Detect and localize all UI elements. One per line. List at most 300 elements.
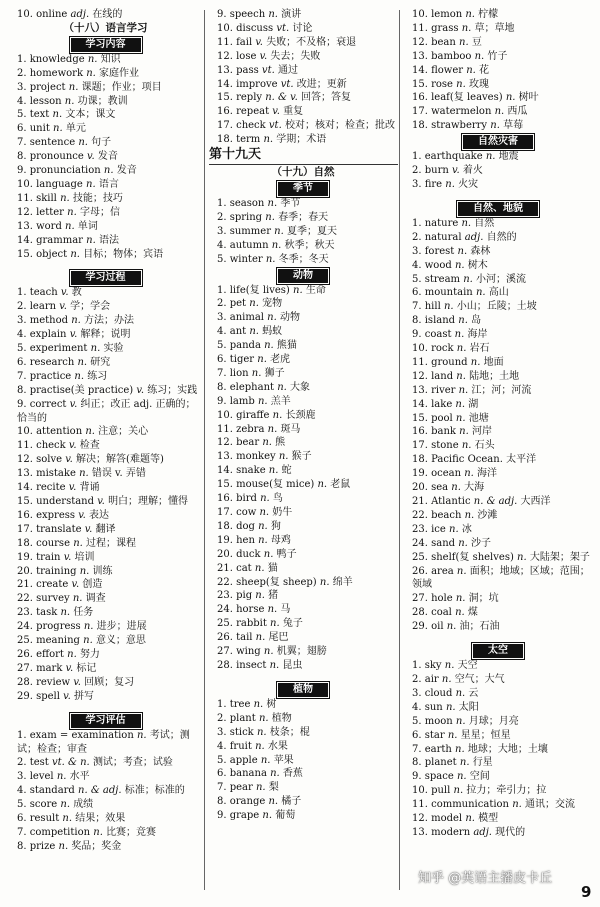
vocab-entry	[403, 259, 593, 273]
entry-meaning: 重复	[283, 106, 304, 118]
entry-number: 26.	[217, 632, 233, 644]
part-of-speech: n.	[74, 370, 85, 382]
part-of-speech: n.	[464, 509, 475, 521]
vocab-entry	[8, 812, 203, 826]
entry-number: 17.	[412, 106, 428, 118]
entry-meaning: 秋季；秋天	[284, 239, 335, 251]
entry-meaning: 结果；效果	[75, 813, 126, 825]
entry-meaning: 着火	[462, 165, 483, 177]
entry-meaning: 单元	[65, 123, 86, 135]
entry-number: 12.	[217, 50, 233, 62]
vocab-entry	[8, 67, 203, 81]
entry-number: 4.	[17, 95, 27, 107]
entry-meaning: 测试；考查；试验	[92, 757, 173, 769]
part-of-speech: n.	[505, 92, 516, 104]
part-of-speech: n.	[453, 785, 464, 797]
column-middle	[208, 8, 398, 823]
entry-number: 3.	[217, 726, 227, 738]
entry-word: river	[431, 384, 456, 396]
entry-meaning: 草莓	[503, 120, 524, 132]
vocab-entry	[208, 478, 398, 492]
vocab-entry	[208, 645, 398, 659]
entry-number: 5.	[217, 253, 227, 265]
part-of-speech: n.	[78, 137, 88, 149]
entry-word: lake	[431, 398, 453, 410]
entry-word: rose	[431, 78, 453, 90]
part-of-speech: n.	[263, 548, 274, 560]
entry-meaning: 错误 v. 弄错	[91, 468, 146, 480]
entry-number: 11.	[217, 36, 233, 48]
part-of-speech: n.	[259, 507, 270, 518]
entry-word: beach	[431, 509, 462, 521]
part-of-speech: v.	[136, 384, 145, 396]
entry-number: 15.	[17, 248, 33, 260]
entry-number: 10.	[412, 9, 428, 20]
vocab-entry	[208, 64, 398, 78]
entry-number: 9.	[17, 398, 27, 410]
vocab-entry	[208, 339, 398, 353]
entry-meaning: 鸭子	[276, 548, 297, 560]
entry-number: 1.	[412, 660, 422, 672]
vocab-entry	[8, 81, 203, 95]
vocab-entry	[208, 409, 398, 423]
entry-word: task	[36, 607, 58, 619]
section-banner-label: 动物	[278, 269, 328, 283]
entry-number: 13.	[17, 468, 33, 480]
entry-number: 2.	[17, 757, 27, 769]
entry-number: 9.	[217, 395, 227, 407]
entry-word: level	[29, 771, 54, 783]
entry-number: 26.	[17, 648, 33, 660]
part-of-speech: v.	[65, 662, 74, 674]
entry-word: tail	[236, 632, 253, 644]
section-banner-label: 季节	[278, 182, 328, 196]
entry-word: shelf(复 shelves)	[431, 551, 514, 563]
vocab-entry	[8, 523, 203, 537]
entry-number: 4.	[217, 239, 227, 251]
entry-number: 21.	[17, 579, 33, 591]
entry-number: 23.	[412, 523, 428, 535]
entry-number: 8.	[17, 384, 27, 396]
vocab-entry	[208, 740, 398, 754]
part-of-speech: n.	[255, 782, 266, 794]
entry-number: 6.	[412, 287, 422, 299]
entry-meaning: 大西洋	[520, 496, 551, 507]
vocab-entry	[403, 729, 593, 743]
entry-number: 5.	[412, 715, 422, 727]
entry-meaning: 马	[280, 604, 291, 616]
entry-number: 27.	[17, 662, 33, 674]
entry-word: online	[36, 9, 68, 20]
entry-meaning: 任务	[73, 607, 94, 619]
entry-word: autumn	[229, 239, 269, 251]
entry-number: 12.	[217, 437, 233, 449]
entry-meaning: 蛇	[281, 465, 292, 477]
column-left	[8, 8, 203, 854]
part-of-speech: n.	[455, 607, 465, 619]
entry-meaning: 拼写	[73, 690, 94, 702]
entry-meaning: 学；学会	[70, 301, 111, 313]
entry-meaning: 方法；办法	[84, 315, 135, 327]
entry-number: 6.	[217, 354, 227, 366]
vocab-entry	[403, 620, 593, 634]
entry-word: air	[424, 673, 439, 685]
vocab-entry	[403, 798, 593, 812]
vocab-entry	[403, 91, 593, 105]
entry-number: 11.	[17, 192, 33, 204]
section-banner	[208, 182, 398, 196]
vocab-entry	[208, 795, 398, 809]
entry-word: train	[36, 551, 61, 563]
entry-number: 5.	[217, 340, 227, 352]
part-of-speech: n.	[257, 354, 267, 366]
vocab-entry	[8, 384, 203, 398]
entry-meaning: 文本；课文	[65, 109, 116, 121]
entry-word: stick	[229, 726, 254, 738]
entry-meaning: 面积；地域；区域；范围；领域	[412, 565, 590, 591]
part-of-speech: n.	[274, 225, 284, 237]
entry-word: create	[36, 579, 69, 591]
entry-word: nature	[424, 217, 459, 229]
part-of-speech: n.	[465, 813, 475, 825]
vocab-entry	[403, 342, 593, 356]
vocab-entry	[8, 234, 203, 248]
entry-number: 12.	[412, 813, 428, 825]
vocab-entry	[403, 812, 593, 826]
vocab-entry	[8, 495, 203, 509]
part-of-speech: n.	[64, 95, 75, 107]
entry-word: bean	[431, 36, 456, 48]
part-of-speech: n.	[441, 673, 452, 685]
part-of-speech: v.	[59, 301, 67, 313]
part-of-speech: n.	[494, 106, 505, 118]
vocab-entry	[8, 578, 203, 592]
entry-word: land	[431, 370, 454, 382]
entry-word: cat	[236, 562, 252, 574]
vocab-entry	[8, 425, 203, 439]
entry-word: pronounce	[29, 151, 84, 163]
vocab-entry	[403, 370, 593, 384]
vocab-entry	[208, 809, 398, 823]
section-banner-label: 植物	[278, 683, 328, 697]
entry-word: attention	[36, 426, 83, 438]
part-of-speech: n.	[458, 315, 468, 327]
section-banner-label: 学习评估	[71, 714, 141, 728]
entry-number: 11.	[412, 799, 428, 811]
part-of-speech: n.	[70, 248, 80, 260]
entry-number: 14.	[412, 64, 428, 76]
entry-meaning: 发音	[97, 151, 118, 163]
entry-number: 4.	[412, 259, 422, 271]
part-of-speech: n.	[249, 326, 259, 338]
entry-number: 5.	[17, 343, 27, 355]
part-of-speech: v.	[69, 329, 78, 341]
entry-meaning: 奖品；奖金	[71, 840, 122, 852]
entry-word: ant	[229, 326, 247, 338]
part-of-speech: vt. & n.	[52, 757, 90, 769]
vocab-entry	[403, 673, 593, 687]
vocab-entry	[208, 119, 398, 133]
entry-word: correct	[29, 398, 67, 410]
vocab-entry	[208, 520, 398, 534]
part-of-speech: n.	[455, 412, 466, 424]
entry-meaning: 语法	[98, 234, 119, 246]
entry-number: 1.	[217, 698, 227, 710]
vocab-entry	[208, 381, 398, 395]
entry-word: improve	[236, 78, 278, 90]
entry-meaning: 柠檬	[478, 9, 499, 20]
entry-meaning: 空间	[469, 771, 490, 783]
vocab-entry	[208, 211, 398, 225]
entry-number: 4.	[412, 701, 422, 713]
entry-word: training	[36, 565, 77, 577]
entry-number: 18.	[17, 537, 33, 549]
entry-number: 8.	[17, 151, 27, 163]
entry-word: grass	[431, 22, 459, 34]
vocab-entry	[8, 136, 203, 150]
entry-word: grammar	[36, 234, 83, 246]
entry-word: exam = examination	[29, 729, 134, 741]
vocab-entry	[208, 50, 398, 64]
section-banner	[403, 644, 593, 658]
vocab-entry	[208, 562, 398, 576]
entry-number: 3.	[17, 315, 27, 327]
entry-word: mountain	[424, 287, 473, 299]
entry-meaning: 回答；答复	[300, 92, 351, 104]
vocab-entry	[8, 620, 203, 634]
vocab-entry	[8, 314, 203, 328]
vocab-entry	[208, 22, 398, 36]
part-of-speech: n.	[103, 165, 114, 177]
entry-number: 7.	[412, 301, 422, 313]
entry-meaning: 自然	[474, 217, 495, 229]
entry-word: dog	[236, 520, 255, 532]
part-of-speech: n.	[270, 768, 280, 780]
part-of-speech: v.	[69, 398, 78, 410]
entry-word: modern	[431, 826, 471, 838]
entry-number: 2.	[217, 298, 227, 310]
vocab-entry	[208, 659, 398, 673]
entry-meaning: 改进；更新	[296, 78, 347, 90]
part-of-speech: n.	[459, 426, 469, 438]
entry-meaning: 背诵	[79, 482, 100, 494]
entry-word: ice	[431, 523, 446, 535]
entry-number: 9.	[17, 165, 27, 177]
part-of-speech: n.	[466, 64, 476, 76]
entry-meaning: 大海	[464, 482, 485, 494]
entry-word: strawberry	[431, 120, 488, 132]
vocab-entry	[8, 634, 203, 648]
section-banner	[208, 683, 398, 697]
part-of-speech: n.	[464, 468, 474, 480]
entry-meaning: 枝条；棍	[269, 726, 310, 738]
part-of-speech: n.	[277, 381, 287, 393]
vocab-entry	[403, 551, 593, 565]
part-of-speech: n.	[485, 151, 496, 163]
section-banner-label: 学习内容	[71, 38, 141, 52]
entry-meaning: 石头	[474, 440, 495, 452]
entry-word: express	[36, 509, 76, 521]
entry-number: 8.	[217, 796, 227, 808]
entry-meaning: 狮子	[264, 367, 285, 379]
entry-word: season	[229, 197, 265, 209]
entry-meaning: 水平	[69, 771, 90, 783]
entry-word: meaning	[36, 635, 80, 647]
entry-number: 9.	[412, 771, 422, 783]
part-of-speech: n.	[60, 799, 70, 811]
entry-word: experiment	[29, 343, 88, 355]
entry-number: 11.	[17, 440, 33, 452]
entry-number: 12.	[412, 36, 428, 48]
entry-word: pig	[236, 590, 253, 602]
vocab-entry	[8, 178, 203, 192]
part-of-speech: n.	[267, 197, 278, 209]
vocab-entry	[8, 95, 203, 109]
vocab-entry	[208, 197, 398, 211]
entry-word: summer	[229, 225, 271, 237]
part-of-speech: n.	[87, 53, 98, 65]
entry-number: 10.	[217, 22, 233, 34]
entry-meaning: 功课；教训	[77, 95, 128, 107]
entry-meaning: 模型	[478, 813, 499, 825]
part-of-speech: n.	[456, 343, 467, 355]
vocab-entry	[403, 119, 593, 133]
entry-number: 1.	[217, 284, 227, 296]
entry-number: 28.	[217, 659, 233, 671]
entry-number: 1.	[17, 287, 27, 299]
entry-number: 25.	[217, 618, 233, 630]
entry-meaning: 岛	[471, 315, 482, 327]
vocab-entry	[208, 617, 398, 631]
entry-meaning: 长颈鹿	[285, 409, 316, 421]
entry-word: text	[29, 109, 50, 121]
part-of-speech: v.	[71, 579, 80, 591]
vocab-entry	[8, 840, 203, 854]
part-of-speech: n.	[278, 451, 289, 463]
entry-meaning: 自然的	[486, 231, 517, 243]
part-of-speech: vt.	[261, 64, 275, 76]
entry-word: earthquake	[424, 151, 483, 163]
entry-meaning: 老虎	[270, 354, 291, 366]
entry-number: 27.	[412, 593, 428, 605]
column-divider	[204, 10, 205, 890]
entry-meaning: 梨	[268, 782, 279, 794]
entry-meaning: 蚂蚁	[262, 326, 283, 338]
entry-meaning: 句子	[91, 137, 112, 149]
vocab-entry	[208, 297, 398, 311]
vocab-entry	[8, 729, 203, 757]
entry-meaning: 标记	[76, 662, 97, 674]
part-of-speech: n.	[456, 771, 467, 783]
entry-meaning: 地震	[498, 151, 519, 163]
entry-meaning: 猴子	[291, 451, 312, 463]
part-of-speech: n.	[53, 123, 63, 135]
entry-number: 8.	[217, 381, 227, 393]
entry-word: insect	[236, 659, 267, 671]
entry-meaning: 香蕉	[282, 768, 303, 780]
entry-word: check	[36, 440, 66, 452]
entry-word: language	[36, 178, 83, 190]
part-of-speech: v.	[73, 676, 81, 688]
entry-word: survey	[36, 593, 70, 605]
entry-meaning: 过程；课程	[86, 537, 136, 549]
entry-meaning: 油；石油	[459, 621, 500, 633]
entry-meaning: 机翼；翅膀	[276, 646, 327, 658]
entry-meaning: 兔子	[282, 618, 303, 630]
entry-meaning: 大象	[290, 381, 311, 393]
entry-meaning: 葡萄	[275, 810, 296, 822]
entry-number: 24.	[17, 621, 33, 633]
vocab-entry	[8, 53, 203, 67]
part-of-speech: n.	[455, 715, 466, 727]
part-of-speech: n.	[72, 593, 83, 605]
entry-meaning: 冰	[461, 523, 472, 535]
entry-number: 19.	[217, 534, 233, 546]
vocab-entry	[8, 220, 203, 234]
entry-number: 28.	[17, 676, 33, 688]
entry-number: 8.	[17, 840, 27, 852]
spacer	[403, 192, 593, 200]
entry-word: apple	[229, 754, 258, 766]
entry-meaning: 羔羊	[270, 395, 291, 407]
vocab-entry	[8, 398, 203, 426]
vocab-entry	[208, 395, 398, 409]
entry-word: elephant	[229, 381, 275, 393]
entry-number: 29.	[412, 621, 428, 633]
entry-meaning: 练习；实践	[147, 384, 198, 396]
entry-meaning: 奶牛	[272, 507, 293, 518]
vocab-entry	[208, 105, 398, 119]
entry-number: 13.	[217, 451, 233, 463]
part-of-speech: n.	[455, 687, 466, 699]
entry-word: solve	[36, 454, 63, 466]
vocab-entry	[403, 217, 593, 231]
entry-meaning: 洞；坑	[468, 593, 499, 605]
part-of-speech: n.	[264, 340, 274, 352]
vocab-entry	[208, 253, 398, 267]
entry-word: banana	[229, 768, 267, 780]
entry-number: 17.	[412, 440, 428, 452]
entry-word: forest	[424, 245, 455, 257]
entry-word: project	[29, 81, 66, 93]
entry-number: 1.	[217, 197, 227, 209]
part-of-speech: vt.	[276, 22, 290, 34]
entry-meaning: 单词	[77, 220, 98, 232]
part-of-speech: n.	[271, 239, 282, 251]
vocab-entry	[403, 592, 593, 606]
part-of-speech: n.	[444, 660, 455, 672]
vocab-entry	[8, 509, 203, 523]
entry-meaning: 季节	[280, 197, 301, 209]
entry-word: unit	[29, 123, 50, 135]
entry-word: star	[424, 729, 445, 741]
entry-number: 23.	[17, 607, 33, 619]
entry-number: 1.	[412, 217, 422, 229]
section-banner	[208, 269, 398, 283]
spacer	[403, 634, 593, 642]
part-of-speech: n.	[451, 482, 461, 494]
entry-number: 14.	[17, 482, 33, 494]
vocab-entry	[8, 798, 203, 812]
entry-meaning: 教	[71, 287, 82, 299]
entry-word: standard	[29, 785, 75, 797]
vocab-entry	[403, 286, 593, 300]
entry-number: 3.	[412, 178, 422, 190]
entry-meaning: 地球；大地；土壤	[467, 743, 548, 755]
entry-meaning: 语言	[98, 178, 119, 190]
part-of-speech: n.	[456, 565, 467, 577]
entry-word: natural	[424, 231, 462, 243]
